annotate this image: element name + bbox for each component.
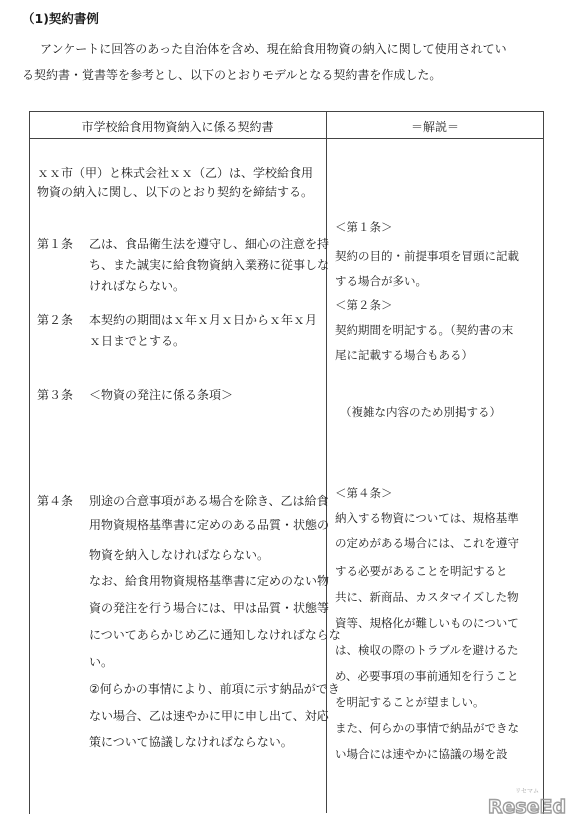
column-divider [326, 111, 327, 813]
article-text: ければならない。 [89, 279, 186, 293]
commentary-line: 契約期間を明記する。（契約書の末 [335, 323, 514, 337]
article-number: 第４条 [37, 494, 74, 508]
commentary-title: ＜第２条＞ [335, 298, 393, 312]
preamble-line: ｘｘ市（甲）と株式会社ｘｘ（乙）は、学校給食用 [37, 166, 314, 180]
commentary-line: する必要があることを明記すると [335, 564, 508, 578]
commentary-line: する場合が多い。 [335, 274, 427, 288]
article-text: 乙は、食品衛生法を遵守し、細心の注意を持 [89, 237, 330, 251]
article-number: 第３条 [37, 388, 74, 402]
intro-line-2: る契約書・覚書等を参考とし、以下のとおりモデルとなる契約書を作成した。 [22, 68, 442, 82]
commentary-line: の定めがある場合には、これを遵守 [335, 536, 519, 550]
commentary-line: 契約の目的・前提事項を冒頭に記載 [335, 249, 519, 263]
commentary-column-header: ＝解説＝ [410, 120, 459, 134]
section-heading: （1)契約書例 [22, 11, 99, 26]
article-text: ｘ日までとする。 [89, 334, 186, 348]
svg-text:リセマム: リセマム [515, 788, 539, 795]
intro-line-1: アンケートに回答のあった自治体を含め、現在給食用物資の納入に関して使用されてい [40, 42, 507, 56]
article-text: 資の発注を行う場合には、甲は品質・状態等 [89, 601, 330, 615]
commentary-line: また、何らかの事情で納品ができな [335, 721, 519, 735]
article-text: 策について協議しなければならない。 [89, 735, 293, 749]
article-text: ＜物資の発注に係る条項＞ [89, 388, 234, 402]
article-text: 用物資規格基準書に定めのある品質・状態の [89, 518, 330, 532]
article-text: い。 [89, 655, 114, 669]
header-divider [29, 138, 544, 139]
commentary-note: （複雑な内容のため別掲する） [340, 405, 501, 419]
contract-column-header: 市学校給食用物資納入に係る契約書 [81, 120, 274, 134]
resemom-watermark-logo [486, 786, 568, 818]
commentary-line: 資等、規格化が難しいものについて [335, 616, 519, 630]
article-text: ②何らかの事情により、前項に示す納品ができ [89, 682, 340, 696]
commentary-line: は、検収の際のトラブルを避けるた [335, 643, 519, 657]
commentary-line: 共に、新商品、カスタマイズした物 [335, 590, 519, 604]
article-text: 物資を納入しなければならない。 [89, 548, 270, 562]
commentary-line: 納入する物資については、規格基準 [335, 511, 519, 525]
commentary-line: 尾に記載する場合もある） [335, 348, 473, 362]
preamble-line: 物資の納入に関し、以下のとおり契約を締結する。 [37, 185, 314, 199]
commentary-line: い場合には速やかに協議の場を設 [335, 747, 508, 761]
article-text: ち、また誠実に給食物資納入業務に従事しな [89, 258, 330, 272]
article-number: 第１条 [37, 237, 74, 251]
article-text: 本契約の期間はｘ年ｘ月ｘ日からｘ年ｘ月 [89, 313, 318, 327]
svg-text:ReseEd: ReseEd [487, 796, 567, 818]
article-text: ない場合、乙は速やかに甲に申し出て、対応 [89, 709, 329, 723]
commentary-title: ＜第４条＞ [335, 486, 393, 500]
article-text: についてあらかじめ乙に通知しなければならな [89, 628, 341, 642]
article-text: なお、給食用物資規格基準書に定めのない物 [89, 574, 330, 588]
article-number: 第２条 [37, 313, 74, 327]
article-text: 別途の合意事項がある場合を除き、乙は給食 [89, 494, 329, 508]
commentary-line: を明記することが望ましい。 [335, 695, 485, 709]
commentary-title: ＜第１条＞ [335, 220, 393, 234]
commentary-line: め、必要事項の事前通知を行うこと [335, 669, 519, 683]
